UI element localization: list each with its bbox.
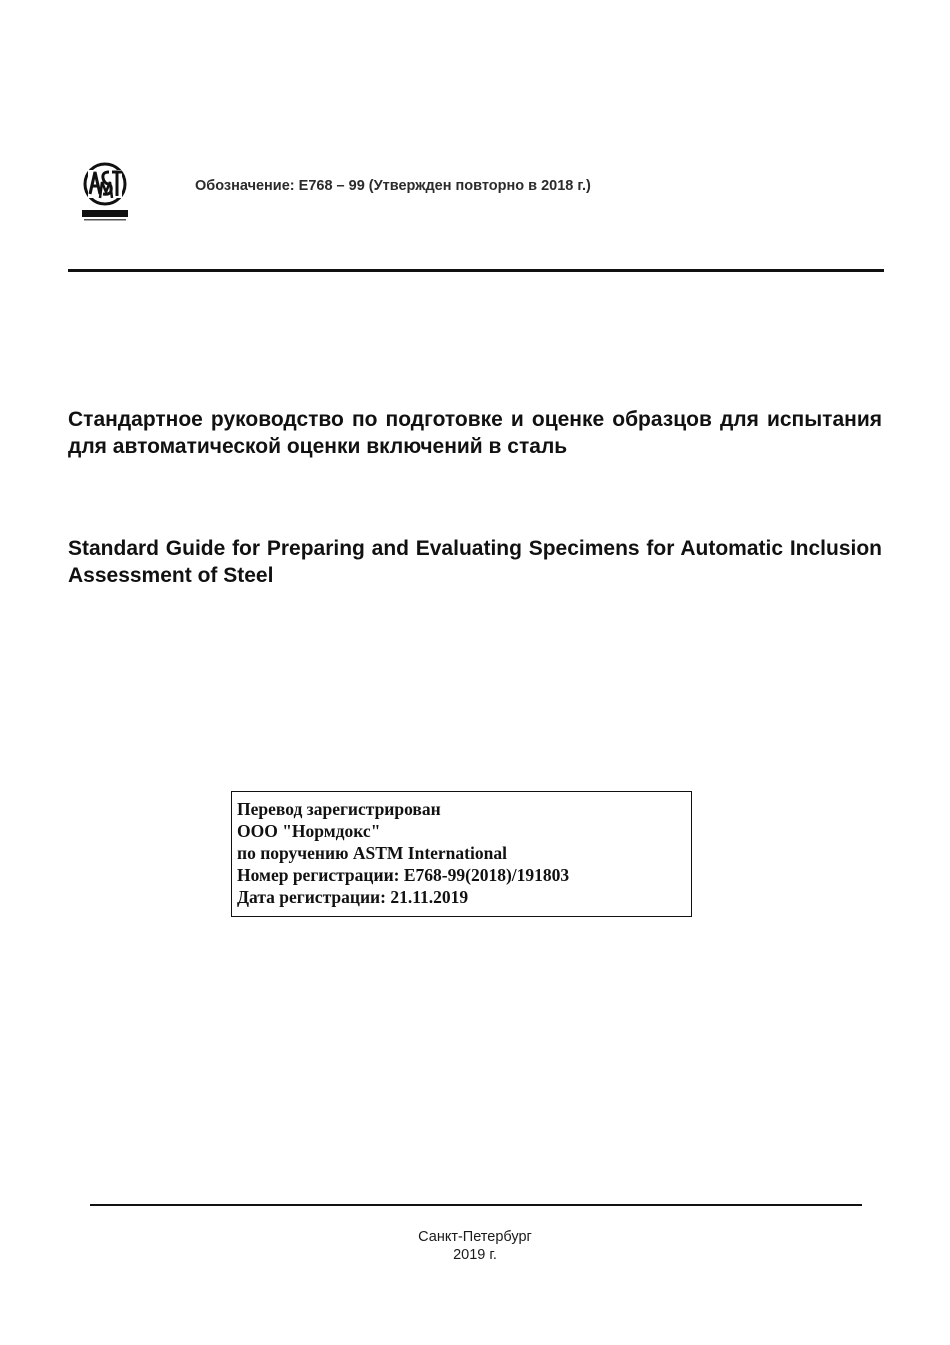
registration-line: по поручению ASTM International (237, 843, 507, 863)
registration-line: ООО "Нормдокс" (237, 821, 381, 841)
footer-city: Санкт-Петербург (418, 1229, 532, 1245)
title-russian: Стандартное руководство по подготовке и оценке образцов для испытания для автоматической оценки включений в сталь (68, 408, 882, 458)
registration-box (231, 791, 692, 917)
footer-divider (90, 1204, 862, 1206)
header-divider (68, 269, 884, 272)
astm-logo-icon (78, 160, 132, 222)
registration-date: Дата регистрации: 21.11.2019 (237, 887, 469, 907)
document-designation: Обозначение: E768 – 99 (Утвержден повторно в 2018 г.) (195, 178, 591, 194)
title-english: Standard Guide for Preparing and Evaluating Specimens for Automatic Inclusion Assessment of Steel (68, 537, 882, 587)
registration-number: Номер регистрации: E768-99(2018)/191803 (237, 865, 570, 885)
astm-logo (78, 160, 132, 222)
footer-year: 2019 г. (453, 1247, 497, 1263)
registration-line: Перевод зарегистрирован (237, 799, 441, 819)
